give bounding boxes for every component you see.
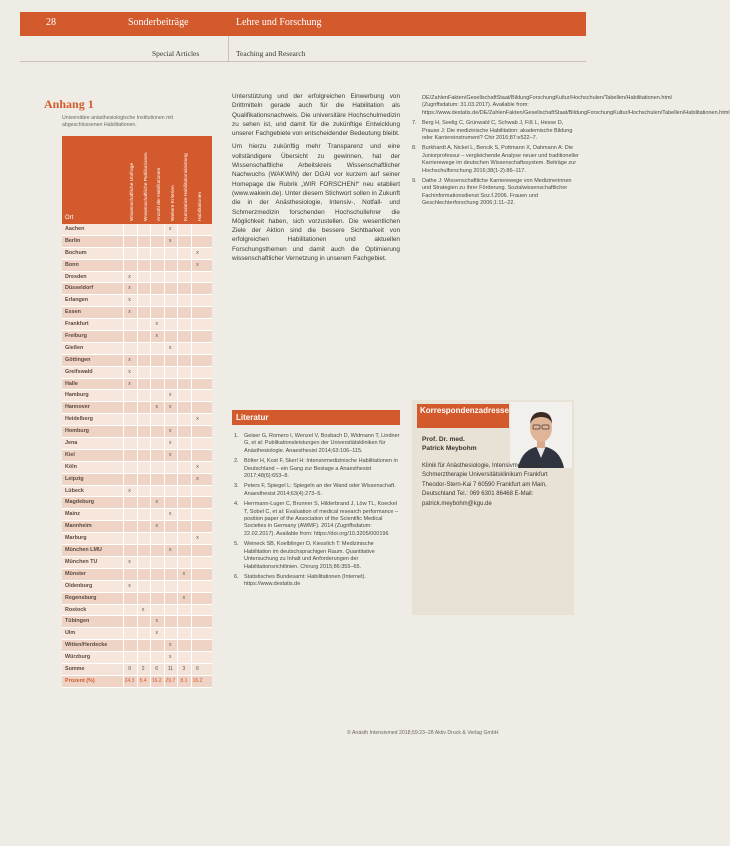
table-mark: x	[155, 499, 158, 506]
header-bar	[20, 12, 586, 36]
author-name	[422, 435, 477, 453]
city-name: Marburg	[65, 535, 87, 542]
table-mark: x	[128, 487, 131, 494]
city-name: Köln	[65, 463, 77, 470]
city-name: Lübeck	[65, 487, 84, 494]
percent-value: 16.2	[151, 677, 162, 684]
reference-text: Statistisches Bundesamt: Habilitationen (Internet). https://www.destatis.de	[244, 573, 366, 588]
city-name: Göttingen	[65, 356, 91, 363]
city-name: Leipzig	[65, 475, 84, 482]
column-header	[124, 139, 136, 221]
column-header	[192, 139, 204, 221]
table-mark: x	[196, 463, 199, 470]
table-mark: x	[196, 475, 199, 482]
table-mark: x	[155, 321, 158, 328]
table-row	[62, 497, 212, 509]
section-title-left: Sonderbeiträge	[128, 17, 189, 28]
city-name: Düsseldorf	[65, 285, 94, 292]
table-row	[62, 331, 212, 343]
city-name: Mainz	[65, 511, 80, 518]
table-mark: x	[169, 451, 172, 458]
table-row	[62, 224, 212, 236]
reference-list	[234, 433, 400, 592]
reference-number: 7.	[412, 120, 417, 127]
reference-item	[234, 501, 400, 538]
paragraph-2: Um hierzu zukünftig mehr Transparenz und eine vollständigere Übersicht zu gewinnen, hat der Wissenschaftliche Arbeitskreis Wissenschaftlicher Nachwuchs (WAKWiN) der DGAI vor kurzem auf seiner Homepage die Rubrik „WIR FORSCHEN!“ neu etabliert (www.wakwin.de). Unter diesem Stichwort sollen in Zukunft die in der Anästhesiologie, Intensiv-, Notfall- und Schmerzmedizin forschenden Hochschullehrer die Möglichkeit haben, sich vorzustellen. Die wesentlichen Ziele der Aktion sind die bessere Sichtbarkeit von erfolgreichen Habilitationen und aktuellen Forschungsthemen und damit auch die Optimierung wissenschaftlicher Vernetzung in unserem Fachgebiet.	[232, 143, 400, 263]
table-row	[62, 438, 212, 450]
table-mark: x	[155, 333, 158, 340]
reference-number: 8.	[412, 145, 417, 152]
table-row	[62, 414, 212, 426]
page-number: 28	[46, 17, 56, 28]
table-row	[62, 474, 212, 486]
percent-value: 16.2	[192, 677, 203, 684]
city-name: Jena	[65, 440, 78, 447]
table-mark: x	[128, 285, 131, 292]
reference-item	[234, 458, 400, 480]
sum-value: 6	[196, 665, 199, 672]
percent-value: 5.4	[139, 677, 147, 684]
table-row	[62, 569, 212, 581]
table-mark: x	[155, 523, 158, 530]
appendix-title: Anhang 1	[44, 97, 94, 111]
city-name: Hannover	[65, 404, 90, 411]
column-header	[138, 139, 150, 221]
city-name: Freiburg	[65, 333, 87, 340]
table-row	[62, 355, 212, 367]
city-name: München TU	[65, 558, 98, 565]
city-name: Mannheim	[65, 523, 92, 530]
city-name: Regensburg	[65, 594, 97, 601]
sum-value: 6	[155, 665, 159, 672]
reference-item	[234, 483, 400, 498]
column-header-label: Anzahl der Habilitationen	[157, 167, 163, 221]
portrait-image	[510, 402, 572, 468]
column-header-label: Habilitationen	[198, 191, 203, 221]
header-rule	[20, 61, 586, 62]
column-header	[151, 139, 163, 221]
table-row	[62, 283, 212, 295]
table-row	[62, 462, 212, 474]
table-mark: x	[128, 273, 131, 280]
table-mark: x	[169, 428, 172, 435]
reference-text: Herrmann-Luger C, Brunner S, Hilderbrand J, Löw TL, Koeckel T, Sobel C, et al: Evaluation of medical research performance – position paper of the Association of the Scientific Medical Societies in Germany (AWMF). 2014 (Zugriffsdatum: 22.02.2017). Available from: https://doi.org/10.3205/000196	[244, 501, 399, 537]
table-mark: x	[128, 356, 131, 363]
city-name: Homburg	[65, 428, 89, 435]
paragraph-1: Unterstützung und der erfolgreichen Einwerbung von Drittmitteln gerade auch für die Habilitation als Qualifikationsnachweis. Die universitäre Hochschulmedizin zu sehen ist, und damit für die zukünftige Entwicklung unserer Fachgebiete von entscheidender Bedeutung bleibt.	[232, 93, 400, 138]
column-header	[165, 139, 177, 221]
reference-item	[412, 178, 582, 208]
table-mark: x	[196, 416, 199, 423]
city-name: Witten/Herdecke	[65, 642, 108, 649]
city-name: Halle	[65, 380, 78, 387]
table-mark: x	[155, 630, 158, 637]
table-row	[62, 533, 212, 545]
table-row	[62, 319, 212, 331]
table-row	[62, 248, 212, 260]
reference-text: Dathe J: Wissenschaftliche Karrierewege von Medizinerinnen und Strategien zu ihrer Förderung. Sozialwissenschaftlicher Fachinformationsdienst Soz.f.2006. Frauen und Geschlechterforschung 2006;1:11–22.	[422, 178, 572, 207]
reference-text: Bölter H, Kost F, Skerl H: Intensivmedizinische Habilitationen in Deutschland – ein Gang zur Bestage a Anaesthesist 2017;48(6):653–8.	[244, 458, 398, 480]
city-name: Essen	[65, 309, 81, 316]
subtitle-right: Teaching and Research	[236, 49, 306, 58]
city-name: München LMU	[65, 547, 102, 554]
literature-heading-bar	[232, 410, 400, 425]
city-name: Hamburg	[65, 392, 89, 399]
city-name: Würzburg	[65, 654, 91, 661]
table-mark: x	[128, 297, 131, 304]
body-text	[232, 92, 400, 263]
reference-item	[234, 433, 400, 455]
reference-text: Geiser G, Romero I, Wenzel V, Bosbach D, Widmann T, Lindner G, et al: Publikationsleistungen der Universitätskliniken für Anästhesiologie. Anaesthesist 2014;63:106–115.	[244, 433, 400, 454]
sum-value: 9	[128, 665, 131, 672]
table-mark: x	[169, 440, 172, 447]
table-row	[62, 593, 212, 605]
percent-value: 24.3	[124, 677, 135, 684]
habilitation-table	[62, 136, 212, 688]
city-name: Erlangen	[65, 297, 89, 304]
city-name: Oldenburg	[65, 582, 93, 589]
table-row	[62, 581, 212, 593]
table-row	[62, 509, 212, 521]
table-row	[62, 295, 212, 307]
table-mark: x	[169, 404, 172, 411]
reference-item	[412, 145, 582, 175]
table-mark: x	[128, 380, 131, 387]
table-row	[62, 640, 212, 652]
table-row	[62, 521, 212, 533]
table-row	[62, 676, 212, 688]
reference-text: Berg H, Seelig C, Grünwald C, Schwab J, Fiß L, Hesse D, Prause J: Die medizinische Habilitation: akademische Bildung oder Karriereinstrument? Chir 2016;87:e522–7.	[422, 120, 573, 142]
table-row	[62, 545, 212, 557]
table-mark: x	[128, 582, 131, 589]
author-address: Klinik für Anästhesiologie, Intensivmedizin und Schmerztherapie Universitätsklinikum Frankfurt Theodor-Stern-Kai 7 60590 Frankfurt am Main, Deutschland Tel.: 069 6301 86468 E-Mail: patrick.meybohm@kgu.de	[422, 463, 548, 507]
reference-item	[412, 95, 730, 117]
reference-item	[234, 574, 400, 589]
reference-text: Peters F, Spiegel L: Spiegeln an der Wand oder Wissenschaft. Anaesthesist 2014;63(4):273–5.	[244, 483, 396, 497]
table-row	[62, 402, 212, 414]
table-row	[62, 616, 212, 628]
reference-item	[412, 120, 582, 142]
table-mark: x	[128, 558, 131, 565]
reference-number: 2.	[234, 458, 239, 465]
table-mark: x	[155, 404, 158, 411]
section-title-right: Lehre und Forschung	[236, 17, 322, 28]
sum-value: 11	[167, 665, 173, 672]
reference-number: 4.	[234, 501, 239, 508]
percent-value: 29.7	[165, 677, 176, 684]
author-title: Prof. Dr. med.	[422, 436, 465, 443]
column-header-label: Kumulative Habilitationsleistung	[184, 153, 190, 221]
table-header	[62, 136, 212, 224]
table-mark: x	[169, 226, 172, 232]
city-name: Aachen	[65, 226, 85, 232]
table-row	[62, 307, 212, 319]
footer-copyright: © Anästh Intensivmed 2018;59:23–28 Aktiv Druck & Verlag GmbH	[347, 730, 499, 736]
reference-number: 5.	[234, 541, 239, 548]
city-name: Münster	[65, 570, 86, 577]
city-name: Berlin	[65, 237, 81, 244]
reference-text: DE/ZahlenFakten/GesellschaftStaat/BildungForschungKultur/Hochschulen/Tabellen/Habilitationen.html (Zugriffsdatum: 31.03.2017). Available from: https://www.destatis.de/DE/ZahlenFakten/GesellschaftStaat/BildungForschungKultur/Hochschulen/Tabellen/Habilitationen.html	[422, 95, 730, 116]
city-name: Rostock	[65, 606, 87, 613]
table-mark: x	[169, 344, 172, 351]
table-mark: x	[196, 535, 199, 542]
reference-number: 6.	[234, 573, 239, 580]
table-mark: x	[196, 249, 199, 256]
author-fullname: Patrick Meybohm	[422, 445, 477, 452]
city-name: Bochum	[65, 249, 87, 256]
table-row	[62, 272, 212, 284]
table-caption: Universitäre anästhesiologische Institutionen mit abgeschlossenen Habilitationen.	[62, 115, 174, 128]
reference-item	[234, 541, 400, 571]
table-mark: x	[169, 511, 172, 518]
city-name: Dresden	[65, 273, 87, 280]
table-mark: x	[169, 654, 172, 661]
header-divider	[228, 36, 229, 61]
table-row	[62, 236, 212, 248]
table-row	[62, 652, 212, 664]
correspondence-title: Korrespondenzadresse	[417, 404, 509, 428]
reference-text: Burkhardt A, Nickel L, Bencik S, Pottmann X, Dahmann A: Die Juniorprofessur – vergleichende Analyse neuer und traditioneller Karrierewege im deutschen Wissenschaftssystem. Beiträge zur Hochschulforschung 2016;38(1-2):86–117.	[422, 145, 579, 174]
table-mark: x	[155, 618, 158, 625]
reference-number: 1.	[234, 433, 239, 439]
city-name: Greifswald	[65, 368, 93, 375]
table-row	[62, 664, 212, 676]
table-mark: x	[182, 594, 186, 601]
table-mark: x	[141, 606, 145, 613]
table-mark: x	[196, 261, 199, 268]
sum-value: 3	[182, 665, 186, 672]
table-row	[62, 260, 212, 272]
city-name: Bonn	[65, 261, 79, 268]
table-mark: x	[128, 309, 131, 316]
reference-text: Weineck SB, Koelblinger D, Kiesslich T: Medizinische Habilitation im deutschsprachigen Raum. Quantitative Untersuchung zu Inhalt und Anforderungen der Habilitationsrichtlinien. Chirurg 2015;86:355–65.	[244, 541, 375, 570]
city-name: Kiel	[65, 451, 75, 458]
table-mark: x	[169, 642, 172, 649]
table-row	[62, 379, 212, 391]
city-name: Prozent (%)	[65, 677, 95, 684]
city-name: Frankfurt	[65, 321, 89, 328]
column-header-label: Wissenschaftliche Publikationen	[143, 152, 149, 221]
table-mark: x	[169, 547, 172, 554]
column-header-label: Wissenschaftliche Umfrage	[130, 162, 135, 221]
table-row	[62, 390, 212, 402]
column-header	[178, 139, 190, 221]
reference-number: 3.	[234, 483, 239, 490]
city-name: Heidelberg	[65, 416, 93, 423]
author-photo	[510, 402, 572, 468]
city-name: Gießen	[65, 344, 84, 351]
table-row	[62, 605, 212, 617]
column-header-label: Weitere Kriterien	[170, 185, 176, 221]
percent-value: 8.1	[180, 677, 188, 684]
table-row	[62, 426, 212, 438]
table-row	[62, 486, 212, 498]
table-row	[62, 343, 212, 355]
table-mark: x	[169, 392, 172, 399]
table-mark: x	[182, 570, 186, 577]
literature-heading: Literatur	[236, 413, 269, 422]
table-mark: x	[169, 237, 172, 244]
sum-value: 2	[141, 665, 145, 672]
table-row	[62, 367, 212, 379]
table-body	[62, 224, 212, 688]
table-row	[62, 557, 212, 569]
city-name: Summe	[65, 665, 85, 672]
subtitle-left: Special Articles	[152, 49, 200, 58]
city-name: Ulm	[65, 630, 76, 637]
table-mark: x	[128, 368, 131, 375]
table-row	[62, 628, 212, 640]
reference-number: 9.	[412, 178, 417, 185]
header-city: Ort	[65, 215, 74, 221]
table-row	[62, 450, 212, 462]
correspondence-box	[412, 400, 574, 615]
city-name: Tübingen	[65, 618, 90, 625]
city-name: Magdeburg	[65, 499, 95, 506]
reference-list-continued	[412, 95, 730, 211]
